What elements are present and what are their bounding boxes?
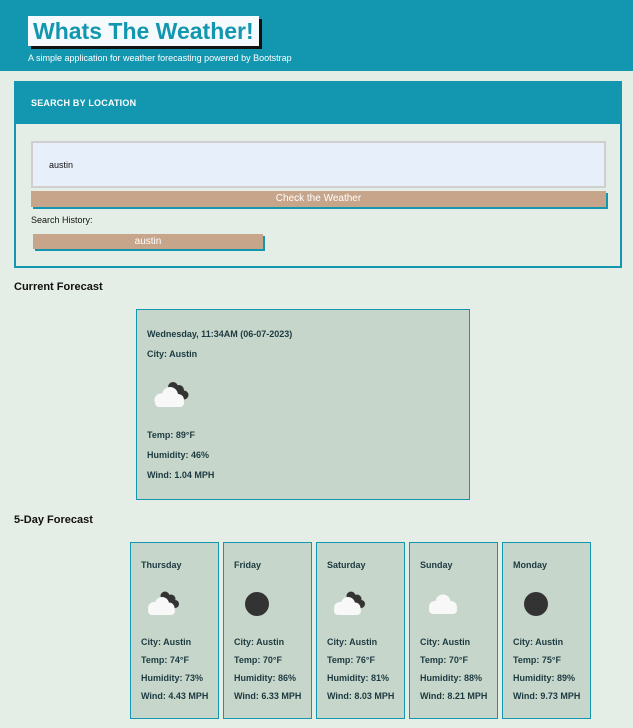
forecast-city: City: Austin <box>327 637 378 647</box>
forecast-temp: Temp: 74°F <box>141 655 189 665</box>
forecast-wind: Wind: 6.33 MPH <box>234 691 302 701</box>
forecast-day-card <box>130 542 219 719</box>
check-weather-button[interactable]: Check the Weather <box>31 191 606 207</box>
forecast-wind: Wind: 8.03 MPH <box>327 691 395 701</box>
forecast-temp: Temp: 75°F <box>513 655 561 665</box>
forecast-day-name: Monday <box>513 560 548 570</box>
search-history-label: Search History: <box>31 215 93 225</box>
forecast-day-name: Thursday <box>141 560 182 570</box>
search-input[interactable] <box>31 141 606 188</box>
search-card-title: SEARCH BY LOCATION <box>31 98 137 108</box>
partly-cloudy-icon <box>331 590 367 618</box>
dark-moon-icon <box>238 590 274 618</box>
app-header <box>0 0 633 71</box>
app-title: Whats The Weather! <box>28 16 259 46</box>
forecast-temp: Temp: 76°F <box>327 655 375 665</box>
cloud-icon <box>424 590 460 618</box>
forecast-wind: Wind: 9.73 MPH <box>513 691 581 701</box>
forecast-humidity: Humidity: 81% <box>327 673 390 683</box>
partly-cloudy-icon <box>145 590 181 618</box>
forecast-day-card <box>316 542 405 719</box>
app-subtitle: A simple application for weather forecasting powered by Bootstrap <box>28 53 292 63</box>
forecast-city: City: Austin <box>513 637 564 647</box>
forecast-day-name: Friday <box>234 560 262 570</box>
search-history-item[interactable]: austin <box>33 234 263 249</box>
forecast-wind: Wind: 4.43 MPH <box>141 691 209 701</box>
current-humidity: Humidity: 46% <box>147 450 210 460</box>
search-card <box>14 81 622 268</box>
forecast-day-card <box>409 542 498 719</box>
forecast-wind: Wind: 8.21 MPH <box>420 691 488 701</box>
forecast-city: City: Austin <box>141 637 192 647</box>
current-wind: Wind: 1.04 MPH <box>147 470 215 480</box>
forecast-city: City: Austin <box>234 637 285 647</box>
forecast-temp: Temp: 70°F <box>234 655 282 665</box>
forecast-humidity: Humidity: 89% <box>513 673 576 683</box>
current-temp: Temp: 89°F <box>147 430 195 440</box>
forecast-day-card <box>223 542 312 719</box>
forecast-humidity: Humidity: 73% <box>141 673 204 683</box>
forecast-humidity: Humidity: 86% <box>234 673 297 683</box>
partly-cloudy-icon <box>151 380 191 410</box>
dark-moon-icon <box>517 590 553 618</box>
forecast-day-name: Sunday <box>420 560 453 570</box>
current-forecast-title: Current Forecast <box>14 281 103 293</box>
forecast-humidity: Humidity: 88% <box>420 673 483 683</box>
current-date: Wednesday, 11:34AM (06-07-2023) <box>147 329 293 339</box>
current-city: City: Austin <box>147 349 198 359</box>
five-day-forecast-title: 5-Day Forecast <box>14 514 93 526</box>
search-card-header <box>16 83 620 124</box>
forecast-temp: Temp: 70°F <box>420 655 468 665</box>
forecast-city: City: Austin <box>420 637 471 647</box>
forecast-day-name: Saturday <box>327 560 366 570</box>
current-forecast-card <box>136 309 470 500</box>
forecast-day-card <box>502 542 591 719</box>
